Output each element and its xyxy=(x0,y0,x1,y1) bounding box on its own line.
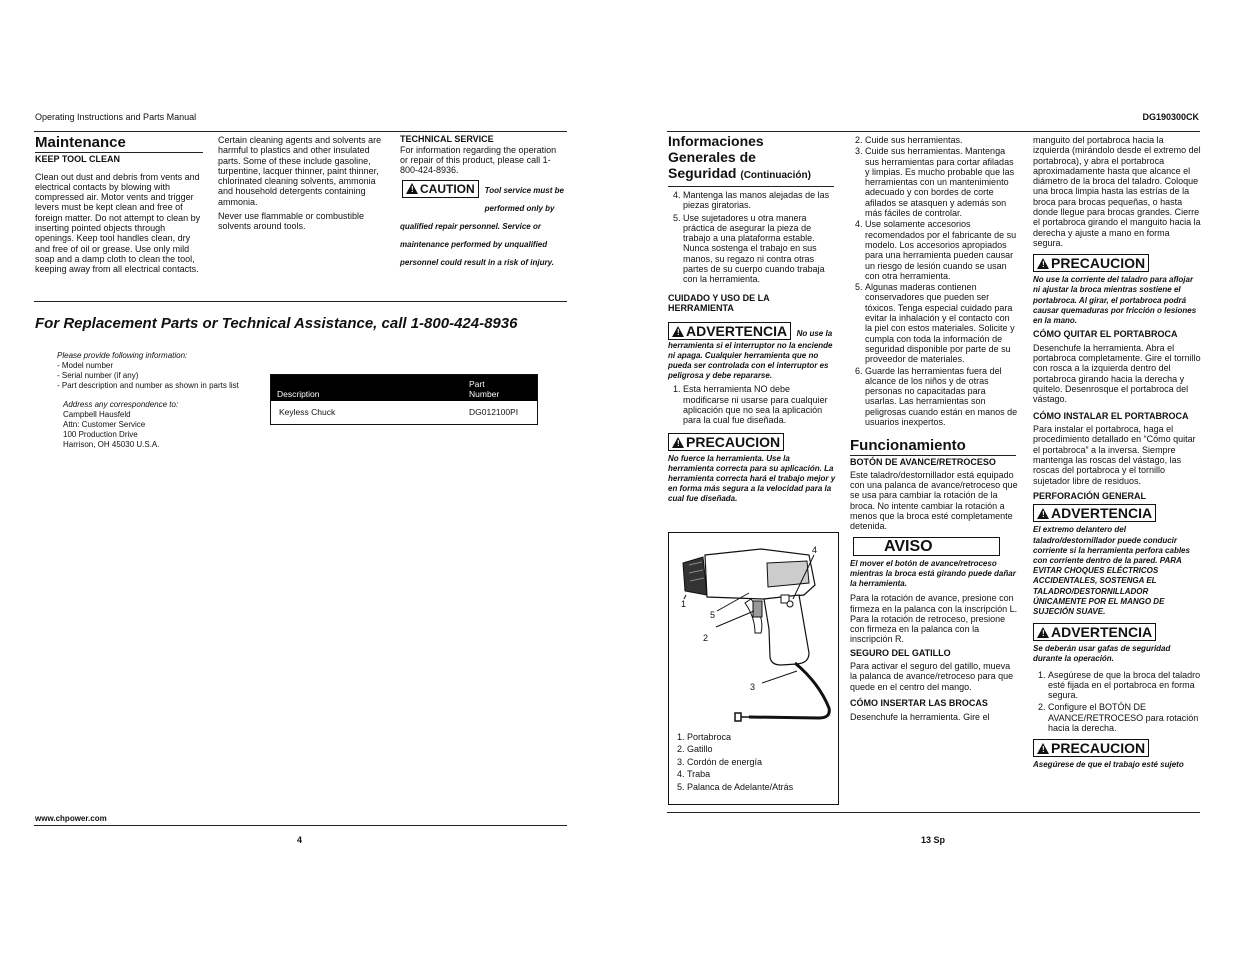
maintenance-section xyxy=(35,134,205,274)
advertencia-text: herramienta si el interruptor no la enciende ni apaga. Cualquier herramienta que no pueda ser controlada con el interruptor es peligrosa y debe repararse. xyxy=(668,340,833,381)
aviso-label: AVISO xyxy=(853,537,1000,556)
replacement-parts-banner: For Replacement Parts or Technical Assistance, call 1-800-424-8936 xyxy=(35,315,518,332)
adv1-tail: No use la xyxy=(796,328,833,338)
warning-triangle-icon: ! xyxy=(1037,508,1049,519)
list-item: 3. Cuide sus herramientas. Mantenga sus herramientas para cortar afiladas y limpias. Es mucho probable que las herramientas con un mantenimiento adecuado y con bordes de corte afilados se atasquen y además son más fáciles de controlar. xyxy=(865,146,1018,218)
warning-triangle-icon: ! xyxy=(1037,627,1049,638)
legend-item: 2. Gatillo xyxy=(687,743,793,755)
address-intro: Address any correspondence to: xyxy=(63,400,179,409)
cuidado-title: CUIDADO Y USO DE LA HERRAMIENTA xyxy=(668,292,770,314)
info-item: - Part description and number as shown in parts list xyxy=(57,381,239,390)
list-item: 4. Use solamente accesorios recomendados por el fabricante de su modelo. Los accesorios apropiados para una herramienta pueden causar un riesgo de lesión cuando se usan con otra herramienta. xyxy=(865,219,1018,281)
technical-service-section xyxy=(400,134,566,270)
advertencia-label: ! ADVERTENCIA xyxy=(668,322,791,340)
legend-item: 5. Palanca de Adelante/Atrás xyxy=(687,781,793,793)
info-item: - Model number xyxy=(57,361,114,370)
list-item: 6. Guarde las herramientas fuera del alcance de los niños y de otras personas no capacitadas para usarlas. Las herramientas son peligrosas cuando están en manos de usuarios inexpertos. xyxy=(865,366,1018,428)
list-item: 1. Esta herramienta NO debe modificarse ni usarse para cualquier aplicación que no sea la aplicación para la cual fue diseñada. xyxy=(683,384,836,425)
safety-column xyxy=(668,133,836,505)
list-item: 4. Mantenga las manos alejadas de las piezas giratorias. xyxy=(683,190,836,211)
callout-3: 3 xyxy=(750,682,756,692)
keep-clean-title: KEEP TOOL CLEAN xyxy=(35,154,121,164)
caution-label: ! CAUTION xyxy=(402,180,479,198)
chuck-column xyxy=(1033,135,1201,771)
parts-table xyxy=(270,374,538,425)
legend-item: 4. Traba xyxy=(687,768,793,780)
safety-list xyxy=(668,190,836,285)
list-item: 5. Algunas maderas contienen conservadores que pueden ser tóxicos. Tenga especial cuidado para evitar la inhalación y el contacto con la piel con estos materiales. Solicite y cumpla con toda la información de seguridad disponible por parte de su proveedor de materiales. xyxy=(865,282,1018,364)
maintenance-underline xyxy=(35,152,203,153)
header-model: DG190300CK xyxy=(1142,112,1199,122)
header-left: Operating Instructions and Parts Manual xyxy=(35,112,197,122)
care-column xyxy=(850,135,1018,722)
safety-underline xyxy=(668,186,834,187)
chuck-shape xyxy=(683,557,707,595)
list-item: 5. Use sujetadores u otra manera práctica de asegurar la pieza de trabajo a una plataforma estable. Nunca sostenga el trabajo en sus manos, su regazo ni contra otras partes de su cuerpo cuando trabaja con la herramienta. xyxy=(683,213,836,285)
cuidado-list xyxy=(668,384,836,425)
perforacion-list xyxy=(1033,670,1201,734)
address-line: Attn: Customer Service xyxy=(63,420,146,429)
seguro-title: SEGURO DEL GATILLO xyxy=(850,647,951,658)
precaucion-text: Asegúrese de que el trabajo esté sujeto xyxy=(1033,760,1184,770)
footer-rule-left xyxy=(34,825,567,826)
insertar-title: CÓMO INSERTAR LAS BROCAS xyxy=(850,698,988,709)
flammable-warning-text: Never use flammable or combustible solvents around tools. xyxy=(218,211,365,232)
precaucion-label: ! PRECAUCION xyxy=(1033,254,1149,272)
address-line: Harrison, OH 45030 U.S.A. xyxy=(63,440,160,449)
warning-triangle-icon: ! xyxy=(672,437,684,448)
mid-rule-left xyxy=(34,301,567,302)
advertencia-text: Se deberán usar gafas de seguridad durante la operación. xyxy=(1033,644,1171,664)
drill-diagram xyxy=(668,532,839,805)
drill-handle xyxy=(764,595,809,665)
address-line: 100 Production Drive xyxy=(63,430,138,439)
callout-2: 2 xyxy=(703,633,709,643)
warning-triangle-icon: ! xyxy=(1037,743,1049,754)
precaucion-text: No use la corriente del taladro para aflojar ni ajustar la broca mientras sostiene el portabroca. Al girar, el portabroca podrá causar quemaduras por fricción o lesiones en la mano. xyxy=(1033,275,1197,326)
keep-clean-text: Clean out dust and debris from vents and electrical contacts by blowing with compressed air. Motor vents and trigger levers must be kept clean and free of foreign matter. Do not attempt to clean by inserting pointed objects through openings. Keep tool handles clean, dry and free of oil or grease. Use only mild soap and a damp cloth to clean the tool, keeping away from all electrical contacts. xyxy=(35,171,201,275)
technical-service-title: TECHNICAL SERVICE xyxy=(400,134,494,144)
advertencia-label: ! ADVERTENCIA xyxy=(1033,623,1156,641)
address-block xyxy=(57,400,267,450)
warning-triangle-icon: ! xyxy=(1037,258,1049,269)
quitar-title: CÓMO QUITAR EL PORTABROCA xyxy=(1033,329,1178,340)
parts-table-header xyxy=(271,375,538,401)
precaucion-text: No fuerce la herramienta. Use la herramienta correcta para su aplicación. La herramienta correcta hará el trabajo mejor y en forma más segura a la velocidad para la cual fue diseñada. xyxy=(668,453,836,504)
instalar-title: CÓMO INSTALAR EL PORTABROCA xyxy=(1033,410,1189,421)
instalar-text: Para instalar el portabroca, haga el procedimiento detallado en “Cómo quitar el portabroca” a la inversa. Siempre mantenga las roscas del vástago, las roscas del portabroca y el tornillo sujetador libre de residuos. xyxy=(1033,424,1196,486)
row-description: Keyless Chuck xyxy=(279,406,336,417)
care-list xyxy=(850,135,1018,427)
precaucion-label: ! PRECAUCION xyxy=(668,433,784,451)
plug xyxy=(735,713,749,721)
funcionamiento-title: Funcionamiento xyxy=(850,437,966,455)
drill-illustration xyxy=(669,533,838,728)
callout-5: 5 xyxy=(710,610,716,620)
header-description: Description xyxy=(277,388,320,399)
insertar-text: Desenchufe la herramienta. Gire el xyxy=(850,711,990,722)
info-item: - Serial number (if any) xyxy=(57,371,139,380)
insertar-continued-text: manguito del portabroca hacia la izquierda (mirándolo desde el extremo del portabroca), y abra el portabroca aproximadamente hasta que alcance el diámetro de la broca del taladro. Coloque una broca limpia hasta las estrías de la broca para brocas pequeñas, o hasta donde llegue para brocas grandes. Cierre el portabroca girando el manguito hacia la derecha y ajuste a mano en forma segura. xyxy=(1033,135,1201,248)
advertencia-label: ! ADVERTENCIA xyxy=(1033,504,1156,522)
perforacion-title: PERFORACIÓN GENERAL xyxy=(1033,490,1147,501)
row-part-number: DG012100PI xyxy=(469,406,519,417)
top-rule-left xyxy=(34,131,567,132)
header-part-number: Part Number xyxy=(469,378,500,399)
technical-service-text: For information regarding the operation or repair of this product, please call 1-800-424-8936. xyxy=(400,144,557,176)
list-item: 2. Cuide sus herramientas. xyxy=(865,135,1018,145)
seguro-text: Para activar el seguro del gatillo, mueva la palanca de avance/retroceso para que quede en el centro del mango. xyxy=(850,661,1014,692)
callout-line xyxy=(716,611,754,627)
safety-title: Informaciones Generales de Seguridad (Continuación) xyxy=(668,133,811,181)
quitar-text: Desenchufe la herramienta. Abra el portabroca completamente. Gire el tornillo con rosca a la izquierda dentro del portabroca girando hacia la derecha y quítelo. Desenrosque el portabroca del vástago. xyxy=(1033,342,1201,405)
aviso-text: El mover el botón de avance/retroceso mientras la broca está girando puede dañar la herramienta. xyxy=(850,558,1016,588)
top-rule-right xyxy=(667,131,1200,132)
precaucion-label: ! PRECAUCION xyxy=(1033,739,1149,757)
motor-vent xyxy=(767,561,809,587)
list-item: 1. Asegúrese de que la broca del taladro esté fijada en el portabroca en forma segura. xyxy=(1048,670,1201,701)
maintenance-title: Maintenance xyxy=(35,134,126,151)
callout-line xyxy=(762,671,797,683)
callout-1: 1 xyxy=(681,599,687,609)
legend-item: 3. Cordón de energía xyxy=(687,756,793,768)
warning-triangle-icon: ! xyxy=(672,326,684,337)
footer-rule-right xyxy=(667,812,1200,813)
caution-text: Tool service must be performed only by qualified repair personnel. Service or maintenance performed by unqualified personnel could result in a risk of injury. xyxy=(400,186,564,268)
address-line: Campbell Hausfeld xyxy=(63,410,131,419)
advertencia-text: El extremo delantero del taladro/destornillador puede conducir corriente si la herramienta perfora cables con corriente dentro de la pared. PARA EVITAR CHOQUES ELÉCTRICOS ACCIDENTALES, SOSTENGA EL TALADRO/DESTORNILLADOR ÚNICAMENTE POR EL MANGO DE SUJECIÓN SUAVE. xyxy=(1033,525,1190,616)
trigger xyxy=(753,601,762,617)
lock-button xyxy=(787,601,793,607)
legend-item: 1. Portabroca xyxy=(687,731,793,743)
diagram-legend xyxy=(673,731,793,793)
warning-triangle-icon: ! xyxy=(406,183,418,194)
table-row xyxy=(271,401,538,425)
footer-url: www.chpower.com xyxy=(35,814,107,823)
info-intro: Please provide following information: xyxy=(57,351,188,360)
callout-4: 4 xyxy=(812,545,818,555)
cleaning-agents-section xyxy=(218,135,386,232)
cleaning-agents-text: Certain cleaning agents and solvents are harmful to plastics and other insulated parts. Some of these include gasoline, turpentine, lacquer thinner, paint thinner, chlorinated cleaning solvents, ammonia and household detergents containing ammonia. xyxy=(218,135,382,207)
rotacion-text: Para la rotación de avance, presione con firmeza en la palanca con la inscripción L. Para la rotación de retroceso, presione con firmeza en la palanca con la inscripción R. xyxy=(850,593,1018,645)
page-number-left: 4 xyxy=(297,835,303,845)
list-item: 2. Configure el BOTÓN DE AVANCE/RETROCESO para rotación hacia la derecha. xyxy=(1048,702,1201,733)
power-cord xyxy=(749,663,829,718)
info-request-block xyxy=(57,351,267,450)
boton-title: BOTÓN DE AVANCE/RETROCESO xyxy=(850,457,996,468)
page-number-right: 13 Sp xyxy=(921,835,946,845)
boton-text: Este taladro/destornillador está equipado con una palanca de avance/retroceso que se usa para cambiar la rotación de la broca. No intente cambiar la rotación a menos que la broca esté completamente detenida. xyxy=(850,469,1018,532)
